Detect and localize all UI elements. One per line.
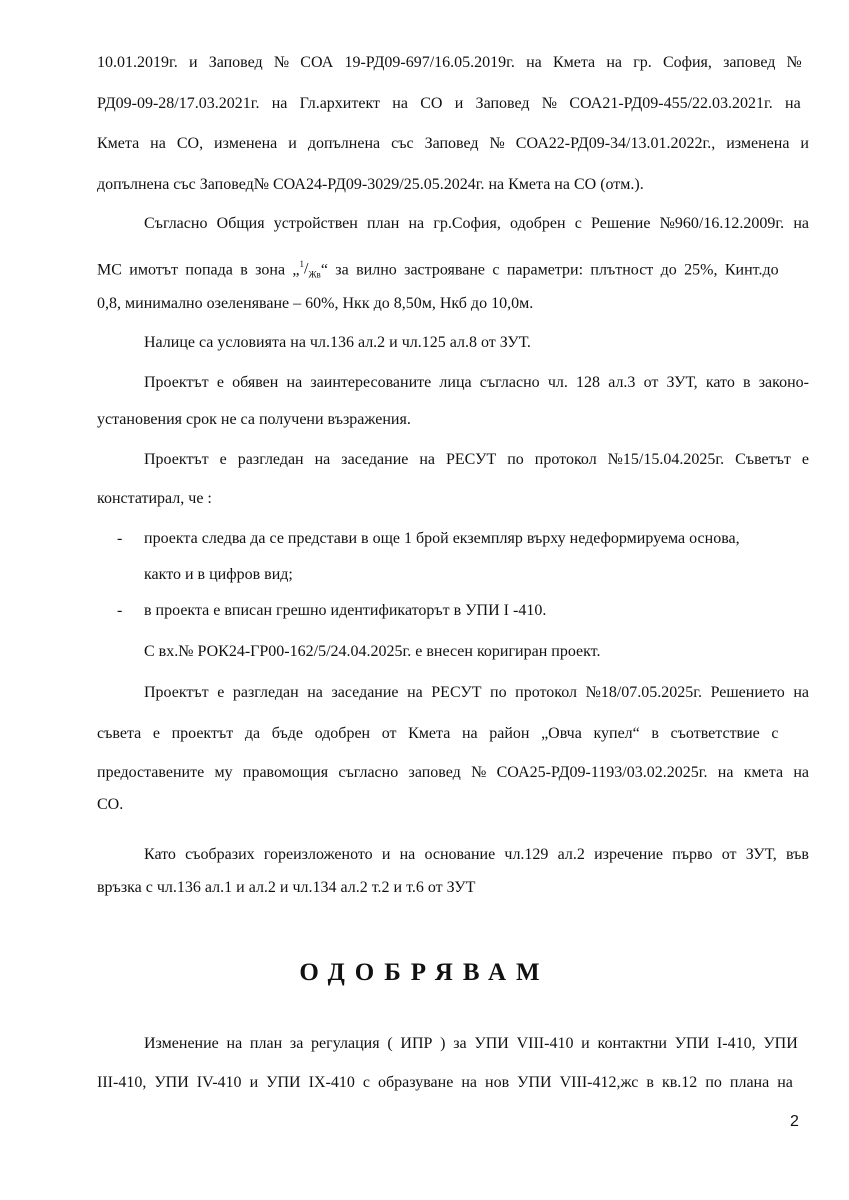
text-segment: МС имотът попада в зона „ — [97, 261, 300, 279]
text-line: 10.01.2019г. и Заповед № СОА 19-РД09-697/16.05.2019г. на Кмета на гр. София, заповед № — [97, 54, 802, 71]
text-segment: “ за вилно застрояване с параметри: плътност до 25%, Кинт.до — [320, 261, 779, 279]
text-line: установения срок не са получени възражения. — [97, 411, 411, 428]
list-bullet: - — [117, 530, 123, 547]
text-line: Като съобразих гореизложеното и на основание чл.129 ал.2 изречение първо от ЗУТ, във — [144, 846, 809, 863]
text-line — [97, 254, 779, 285]
text-line: Налице са условията на чл.136 ал.2 и чл.125 ал.8 от ЗУТ. — [144, 334, 531, 351]
zone-numerator: 1 — [299, 259, 305, 269]
text-line: РД09-09-28/17.03.2021г. на Гл.архитект на СО и Заповед № СОА21-РД09-455/22.03.2021г. на — [97, 95, 801, 112]
text-line: III-410, УПИ IV-410 и УПИ IX-410 с образуване на нов УПИ VIII-412,жс в кв.12 по плана на — [97, 1074, 793, 1091]
list-item: проекта следва да се представи в още 1 брой екземпляр върху недеформируема основа, — [144, 530, 740, 547]
text-line: 0,8, минимално озеленяване – 60%, Нкк до 8,50м, Нкб до 10,0м. — [97, 295, 534, 312]
list-bullet: - — [117, 602, 123, 619]
list-item: както и в цифров вид; — [144, 566, 293, 583]
text-line: Изменение на план за регулация ( ИПР ) за УПИ VIII-410 и контактни УПИ I-410, УПИ — [144, 1035, 798, 1052]
page-number: 2 — [790, 1113, 799, 1130]
text-line: съвета е проектът да бъде одобрен от Кмета на район „Овча купел“ в съответствие с — [97, 725, 779, 742]
text-line: С вх.№ РОК24-ГР00-162/5/24.04.2025г. е внесен коригиран проект. — [144, 643, 601, 660]
text-line: Проектът е обявен на заинтересованите лица съгласно чл. 128 ал.3 от ЗУТ, като в законо- — [144, 374, 809, 391]
list-item: в проекта е вписан грешно идентификаторът в УПИ I -410. — [144, 602, 547, 619]
text-line: допълнена със Заповед№ СОА24-РД09-3029/25.05.2024г. на Кмета на СО (отм.). — [97, 176, 644, 193]
zone-fraction: $^1/_{Жв}$ — [299, 259, 321, 280]
text-line: СО. — [97, 796, 124, 813]
text-line: Проектът е разгледан на заседание на РЕСУТ по протокол №18/07.05.2025г. Решението на — [144, 684, 809, 701]
text-line: Проектът е разгледан на заседание на РЕСУТ по протокол №15/15.04.2025г. Съветът е — [144, 451, 809, 468]
zone-denominator: Жв — [308, 269, 321, 280]
approval-heading: ОДОБРЯВАМ — [299, 959, 550, 986]
text-line: Кмета на СО, изменена и допълнена със Заповед № СОА22-РД09-34/13.01.2022г., изменена и — [97, 135, 809, 152]
text-line: Съгласно Общия устройствен план на гр.София, одобрен с Решение №960/16.12.2009г. на — [144, 215, 809, 232]
text-line: предоставените му правомощия съгласно заповед № СОА25-РД09-1193/03.02.2025г. на кмета на — [97, 764, 809, 781]
text-line: констатирал, че : — [97, 490, 212, 507]
text-line: връзка с чл.136 ал.1 и ал.2 и чл.134 ал.2 т.2 и т.6 от ЗУТ — [97, 879, 476, 896]
